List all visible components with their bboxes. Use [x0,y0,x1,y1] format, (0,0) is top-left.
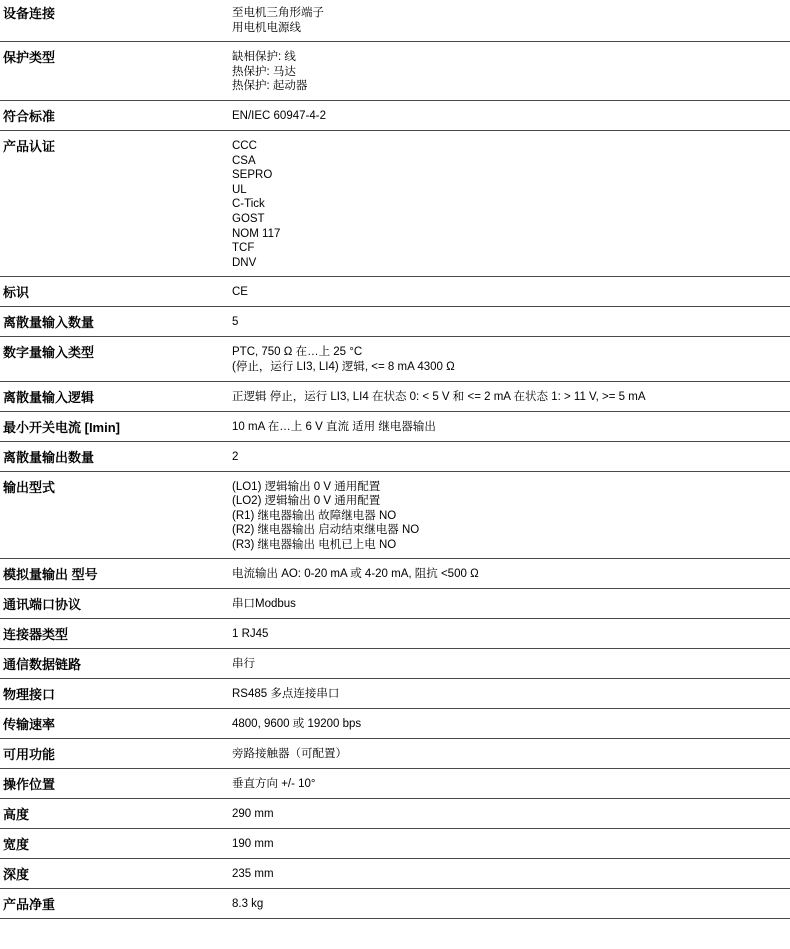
spec-label: 传输速率 [3,717,56,733]
spec-value-line: UL [232,183,247,196]
spec-values [232,50,790,94]
spec-label: 离散量输出数量 [3,449,95,465]
spec-row [0,472,790,560]
spec-value-line: 190 mm [232,838,274,851]
spec-values [232,450,790,465]
spec-label: 通讯端口协议 [3,597,82,613]
spec-value-line: 串行 [232,658,255,671]
spec-values [232,109,790,124]
spec-row [0,649,790,679]
spec-value-line: 235 mm [232,868,274,881]
spec-label: 符合标准 [3,108,56,124]
spec-row [0,859,790,889]
spec-value-line: (R1) 继电器输出 故障继电器 NO [232,509,397,522]
spec-value-line: SEPRO [232,169,273,182]
spec-label: 深度 [3,867,30,883]
spec-value-line: DNV [232,256,257,269]
spec-value-line: PTC, 750 Ω 在…上 25 °C [232,346,363,359]
spec-values [232,837,790,852]
spec-row [0,619,790,649]
spec-row [0,131,790,277]
spec-label: 可用功能 [3,747,56,763]
spec-value-line: 缺相保护: 线 [232,51,296,64]
spec-label: 标识 [3,285,30,301]
spec-values [232,390,790,405]
spec-values [232,777,790,792]
spec-value-line: 旁路接触器（可配置） [232,748,347,761]
spec-value-line: NOM 117 [232,227,281,240]
spec-value-line: 5 [232,316,239,329]
spec-values [232,567,790,582]
spec-values [232,597,790,612]
spec-label: 保护类型 [3,50,56,66]
spec-value-line: 垂直方向 +/- 10° [232,778,316,791]
spec-values [232,657,790,672]
spec-values [232,480,790,553]
spec-row [0,101,790,131]
spec-row [0,589,790,619]
spec-row [0,889,790,919]
spec-row [0,679,790,709]
spec-label: 操作位置 [3,777,56,793]
spec-label: 宽度 [3,837,30,853]
spec-value-line: TCF [232,242,255,255]
spec-label: 设备连接 [3,6,56,21]
spec-row [0,769,790,799]
spec-row [0,442,790,472]
spec-values [232,345,790,374]
spec-row [0,799,790,829]
spec-row [0,42,790,101]
spec-value-line: 热保护: 马达 [232,65,296,78]
spec-value-line: 用电机电源线 [232,21,301,34]
spec-value-line: 电流输出 AO: 0-20 mA 或 4-20 mA, 阻抗 <500 Ω [232,568,479,581]
spec-value-line: 正逻辑 停止，运行 LI3, LI4 在状态 0: < 5 V 和 <= 2 mA 在状态 1: > 11 V, >= 5 mA [232,390,646,403]
spec-value-line: (R2) 继电器输出 启动结束继电器 NO [232,524,420,537]
spec-value-line: 10 mA 在…上 6 V 直流 适用 继电器输出 [232,420,436,433]
spec-value-line: 至电机三角形端子 [232,7,324,19]
spec-values [232,315,790,330]
spec-value-line: 8.3 kg [232,898,264,911]
spec-value-line: (R3) 继电器输出 电机已上电 NO [232,538,397,551]
spec-value-line: 4800, 9600 或 19200 bps [232,718,362,731]
spec-value-line: RS485 多点连接串口 [232,688,340,701]
spec-value-line: 1 RJ45 [232,628,269,641]
spec-label: 通信数据链路 [3,657,82,673]
spec-values [232,807,790,822]
spec-row [0,277,790,307]
spec-value-line: EN/IEC 60947-4-2 [232,109,326,122]
spec-row [0,382,790,412]
spec-label: 连接器类型 [3,627,69,643]
spec-values [232,687,790,702]
spec-values [232,285,790,300]
spec-row [0,559,790,589]
spec-value-line: GOST [232,212,265,225]
spec-label: 最小开关电流 [Imin] [3,419,120,435]
spec-value-line: (LO2) 逻辑输出 0 V 通用配置 [232,495,381,508]
spec-label: 离散量输入逻辑 [3,389,95,405]
spec-row [0,709,790,739]
spec-value-line: C-Tick [232,198,265,211]
spec-label: 产品认证 [3,138,56,154]
spec-label: 产品净重 [3,897,56,913]
spec-values [232,420,790,435]
spec-value-line: CCC [232,139,257,152]
spec-value-line: 热保护: 起动器 [232,80,308,93]
spec-row [0,829,790,859]
spec-row [0,739,790,769]
spec-values [232,139,790,270]
spec-label: 输出型式 [3,479,56,495]
spec-label: 数字量输入类型 [3,345,95,361]
spec-label: 离散量输入数量 [3,315,95,331]
spec-values [232,717,790,732]
spec-value-line: CE [232,286,248,299]
spec-value-line: (停止，运行 LI3, LI4) 逻辑, <= 8 mA 4300 Ω [232,360,455,373]
spec-label: 高度 [3,807,30,823]
spec-row [0,307,790,337]
spec-values [232,627,790,642]
spec-values [232,897,790,912]
spec-values [232,6,790,35]
spec-values [232,867,790,882]
spec-value-line: CSA [232,154,256,167]
spec-value-line: 串口Modbus [232,598,296,611]
spec-row [0,412,790,442]
spec-row [0,337,790,381]
spec-values [232,747,790,762]
spec-label: 物理接口 [3,687,56,703]
spec-label: 模拟量输出 型号 [3,567,98,583]
spec-value-line: 2 [232,450,239,463]
spec-value-line: (LO1) 逻辑输出 0 V 通用配置 [232,480,381,493]
spec-row [0,0,790,42]
spec-value-line: 290 mm [232,808,274,821]
